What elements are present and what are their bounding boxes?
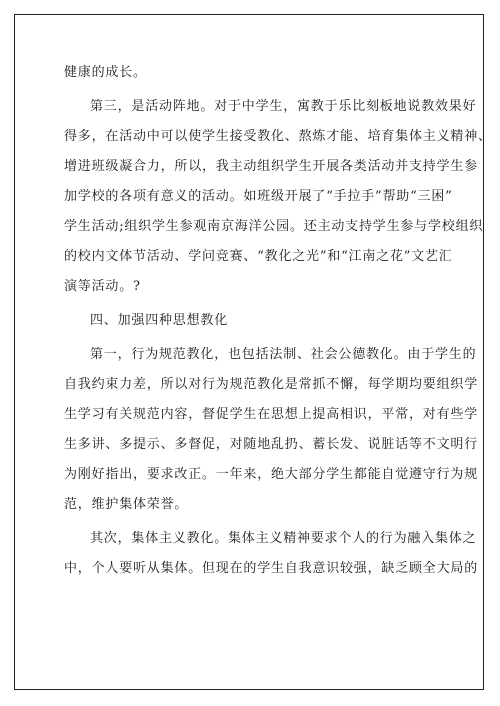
text-line: 的校内文体节活动、学问竞赛、“教化之光”和“江南之花”文艺汇	[64, 249, 453, 264]
document-body	[64, 58, 492, 584]
text-line: 范，维护集体荣誉。	[64, 497, 189, 512]
paragraph-continuation	[64, 58, 442, 88]
text-line: 自我约束力差，所以对行为规范教化是常抓不懈，每学期均要组织学	[64, 377, 479, 392]
paragraph-activity-position	[64, 92, 492, 302]
text-line: 第一，行为规范教化，也包括法制、社会公德教化。由于学生的	[90, 347, 477, 362]
text-line: 学生活动;组织学生参观南京海洋公园。还主动支持学生参与学校组织	[64, 219, 484, 234]
paragraph-behavior-norms	[64, 340, 479, 520]
section-heading	[64, 306, 442, 336]
paragraph-collectivism	[64, 524, 479, 584]
text-line: 为刚好指出，要求改正。一年来，绝大部分学生都能自觉遵守行为规	[64, 467, 479, 482]
text-line: 第三，是活动阵地。对于中学生，寓教于乐比刻板地说教效果好	[90, 99, 477, 114]
text-line: 得多，在活动中可以使学生接受教化、熬炼才能、培育集体主义精神、	[64, 129, 492, 144]
text-line: 生学习有关规范内容，督促学生在思想上提高相识，平常，对有些学	[64, 407, 479, 422]
text-line: 中，个人要听从集体。但现在的学生自我意识较强，缺乏顾全大局的	[64, 561, 479, 576]
text-line: 生多讲、多提示、多督促，对随地乱扔、蓄长发、说脏话等不文明行	[64, 437, 479, 452]
text-line: 四、加强四种思想教化	[90, 313, 229, 328]
text-line: 加学校的各项有意义的活动。如班级开展了“手拉手”帮助“三困”	[64, 189, 453, 204]
text-line: 其次，集体主义教化。集体主义精神要求个人的行为融入集体之	[90, 531, 477, 546]
text-line: 演等活动。?	[64, 279, 141, 294]
text-line: 增进班级凝合力，所以，我主动组织学生开展各类活动并支持学生参	[64, 159, 479, 174]
text-line: 健康的成长。	[64, 65, 147, 80]
